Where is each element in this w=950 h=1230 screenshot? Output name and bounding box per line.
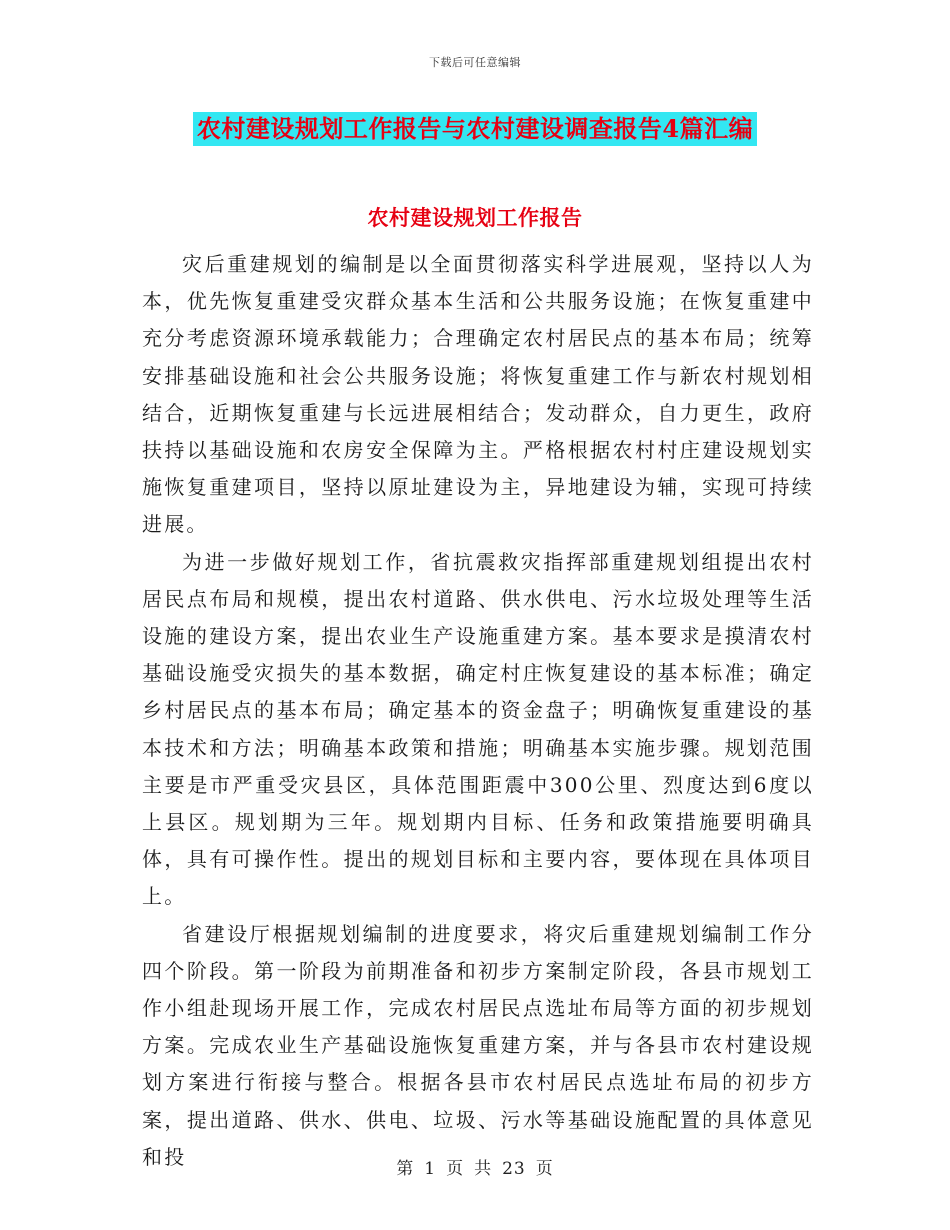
document-title: 农村建设规划工作报告与农村建设调查报告4篇汇编	[193, 112, 757, 146]
section-title: 农村建设规划工作报告	[367, 205, 583, 230]
header-note: 下载后可任意编辑	[429, 56, 521, 69]
page-footer	[0, 1154, 950, 1179]
current-page-number: 1	[424, 1159, 437, 1179]
paragraph: 灾后重建规划的编制是以全面贯彻落实科学进展观，坚持以人为本，优先恢复重建受灾群众基本生活和公共服务设施；在恢复重建中充分考虑资源环境承载能力；合理确定农村居民点的基本布局；统筹安排基础设施和社会公共服务设施；将恢复重建工作与新农村规划相结合，近期恢复重建与长远进展相结合；发动群众，自力更生，政府扶持以基础设施和农房安全保障为主。严格根据农村村庄建设规划实施恢复重建项目，坚持以原址建设为主，异地建设为辅，实现可持续进展。	[142, 252, 814, 537]
footer-total-prefix: 共	[474, 1159, 493, 1179]
total-pages-number: 23	[502, 1159, 526, 1179]
footer-page-suffix: 页	[535, 1159, 554, 1179]
document-title-container	[0, 112, 950, 146]
footer-page-label: 页	[446, 1159, 465, 1179]
paragraph: 省建设厅根据规划编制的进度要求，将灾后重建规划编制工作分四个阶段。第一阶段为前期准备和初步方案制定阶段，各县市规划工作小组赴现场开展工作，完成农村居民点选址布局等方面的初步规划方案。完成农业生产基础设施恢复重建方案，并与各县市农村建设规划方案进行衔接与整合。根据各县市农村居民点选址布局的初步方案，提出道路、供水、供电、垃圾、污水等基础设施配置的具体意见和投	[142, 921, 814, 1169]
paragraph: 为进一步做好规划工作，省抗震救灾指挥部重建规划组提出农村居民点布局和规模，提出农村道路、供水供电、污水垃圾处理等生活设施的建设方案，提出农业生产设施重建方案。基本要求是摸清农村基础设施受灾损失的基本数据，确定村庄恢复建设的基本标准；确定乡村居民点的基本布局；确定基本的资金盘子；明确恢复重建设的基本技术和方法；明确基本政策和措施；明确基本实施步骤。规划范围主要是市严重受灾县区，具体范围距震中300公里、烈度达到6度以上县区。规划期为三年。规划期内目标、任务和政策措施要明确具体，具有可操作性。提出的规划目标和主要内容，要体现在具体项目上。	[142, 549, 814, 909]
footer-page-prefix: 第	[396, 1159, 415, 1179]
body-text	[142, 246, 814, 1176]
